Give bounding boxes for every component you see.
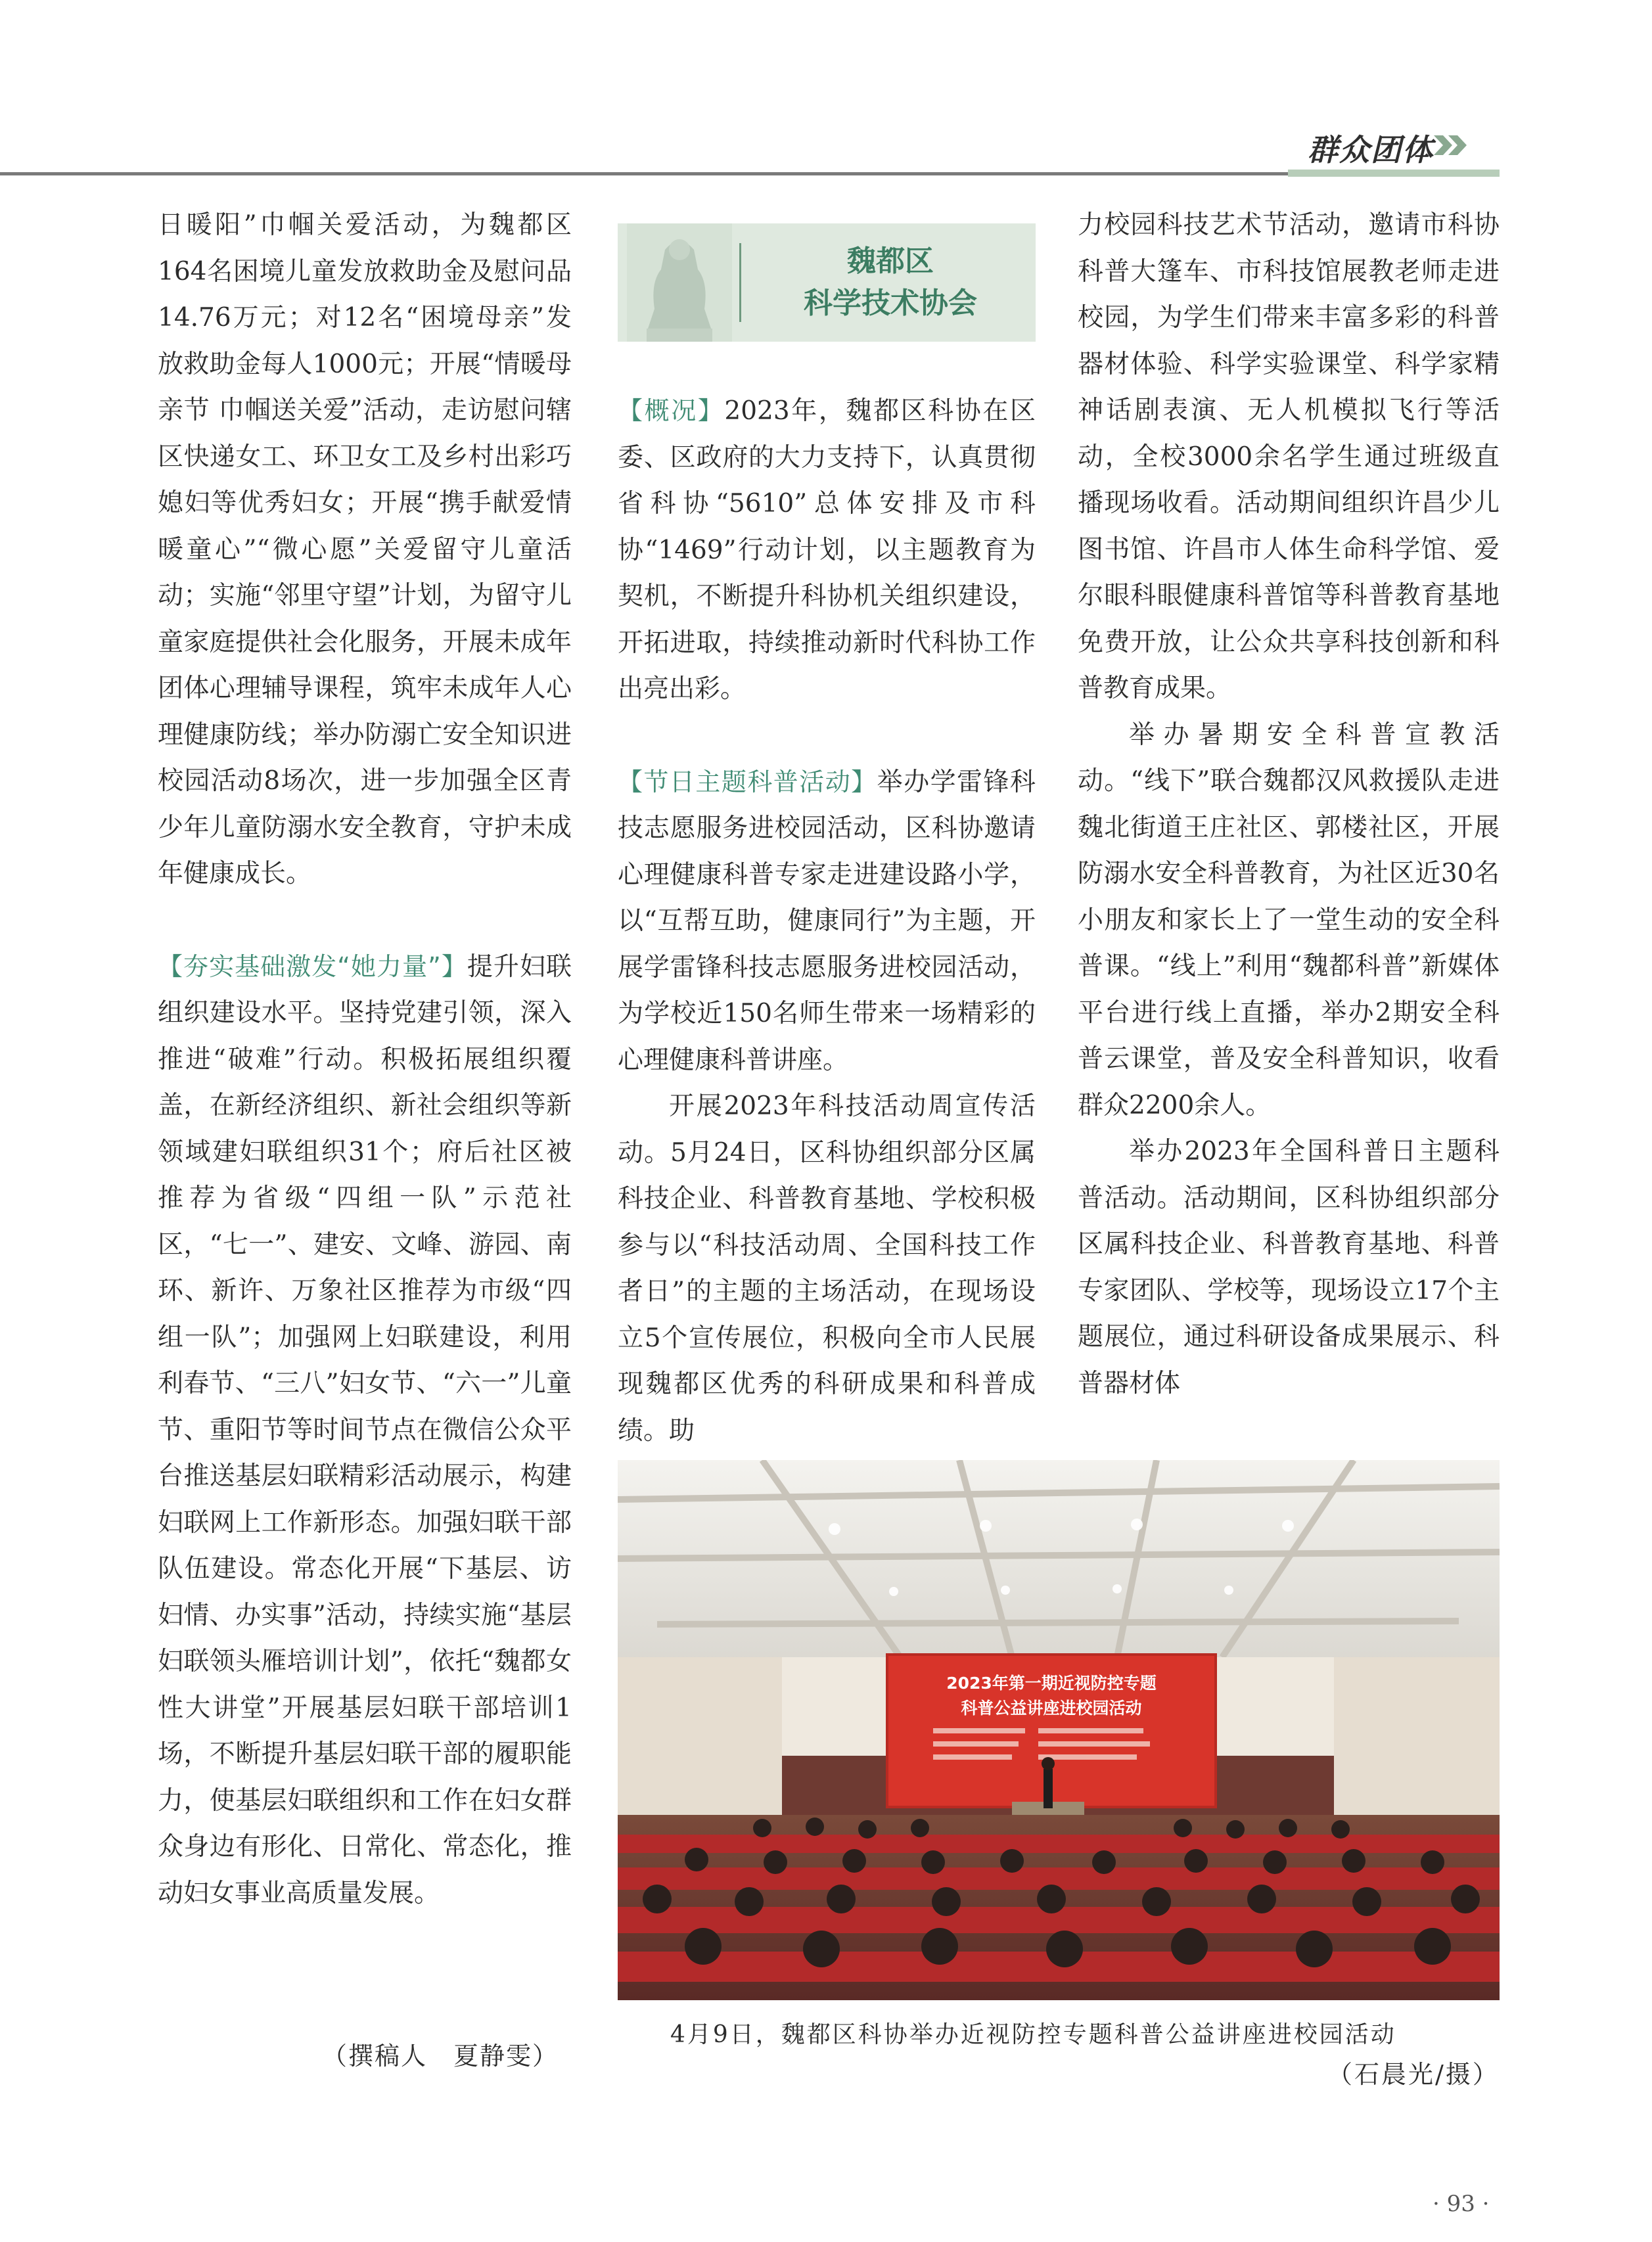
double-chevron-icon bbox=[1433, 135, 1472, 155]
paragraph bbox=[618, 759, 1036, 1084]
paragraph-text: 提升妇联组织建设水平。坚持党建引领，深入推进“破难”行动。积极拓展组织覆盖，在新经济组织、新社会组织等新领域建妇联组织31个；府后社区被推荐为省级“四组一队”示范社区，“七一”、建安、文峰、游园、南环、新许、万象社区推荐为市级“四组一队”；加强网上妇联建设，利用利春节、“三八”妇女节、“六一”儿童节、重阳节等时间节点在微信公众平台推送基层妇联精彩活动展示，构建妇联网上工作新形态。加强妇联干部队伍建设。常态化开展“下基层、访妇情、办实事”活动，持续实施“基层妇联领头雁培训计划”，依托“魏都女性大讲堂”开展基层妇联干部培训1场，不断提升基层妇联干部的履职能力，使基层妇联组织和工作在妇女群众身边有形化、日常化、常态化，推动妇女事业高质量发展。 bbox=[158, 951, 572, 1908]
header-rule-accent bbox=[1288, 170, 1500, 177]
event-photo bbox=[618, 1460, 1500, 2000]
paragraph: 举办2023年全国科普日主题科普活动。活动期间，区科协组织部分区属科技企业、科普教育基地、科普专家团队、学校等，现场设立17个主题展位，通过科研设备成果展示、科普器材体 bbox=[1078, 1137, 1500, 1398]
divider bbox=[739, 243, 741, 322]
paragraph bbox=[158, 944, 572, 1917]
paragraph: 日暖阳”巾帼关爱活动，为魏都区164名困境儿童发放救助金及慰问品14.76万元；对12名“困境母亲”发放救助金每人1000元；开展“情暖母亲节 巾帼送关爱”活动，走访慰问辖区快递女工、环卫女工及乡村出彩巧媳妇等优秀妇女；开展“携手献爱情暖童心”“微心愿”关爱留守儿童活动；实施“邻里守望”计划，为留守儿童家庭提供社会化服务，开展未成年团体心理辅导课程，筑牢未成年人心理健康防线；举办防溺亡安全知识进校园活动8场次，进一步加强全区青少年儿童防溺水安全教育，守护未成年健康成长。 bbox=[158, 210, 572, 888]
paragraph: 开展2023年科技活动周宣传活动。5月24日，区科协组织部分区属科技企业、科普教育基地、学校积极参与以“科技活动周、全国科技工作者日”的主题的主场活动，在现场设立5个宣传展位，积极向全市人民展现魏都区优秀的科研成果和科普成绩。助 bbox=[618, 1091, 1036, 1446]
paragraph: 举办暑期安全科普宣教活动。“线下”联合魏都汉风救援队走进魏北街道王庄社区、郭楼社区，开展防溺水安全科普教育，为社区近30名小朋友和家长上了一堂生动的安全科普课。“线上”利用“魏都科普”新媒体平台进行线上直播，举办2期安全科普云课堂，普及安全科普知识，收看群众2200余人。 bbox=[1078, 720, 1500, 1120]
statue-icon bbox=[627, 223, 732, 342]
photo-caption: 4月9日，魏都区科协举办近视防控专题科普公益讲座进校园活动 bbox=[670, 2021, 1396, 2048]
paragraph-text: 2023年，魏都区科协在区委、区政府的大力支持下，认真贯彻省科协“5610”总体安排及市科协“1469”行动计划，以主题教育为契机，不断提升科协机关组织建设，开拓进取，持续推动新时代科协工作出亮出彩。 bbox=[618, 396, 1036, 704]
screen-title-line1: 2023年第一期近视防控专题 bbox=[946, 1674, 1157, 1693]
paragraph bbox=[618, 388, 1036, 713]
screen-title-line2: 科普公益讲座进校园活动 bbox=[961, 1699, 1142, 1718]
column-middle bbox=[618, 388, 1036, 1454]
page-number: · 93 · bbox=[1433, 2191, 1490, 2217]
column-left bbox=[158, 202, 572, 1917]
author-byline: （撰稿人 夏静雯） bbox=[322, 2042, 559, 2070]
photo-credit: （石晨光/摄） bbox=[1327, 2060, 1500, 2089]
section-title: 群众团体 bbox=[1308, 132, 1434, 168]
section-label: 【夯实基础激发“她力量”】 bbox=[158, 951, 467, 981]
section-label: 【概况】 bbox=[618, 396, 725, 425]
column-right bbox=[1078, 202, 1500, 1407]
paragraph: 力校园科技艺术节活动，邀请市科协科普大篷车、市科技馆展教老师走进校园，为学生们带来丰富多彩的科普器材体验、科学实验课堂、科学家精神话剧表演、无人机模拟飞行等活动，全校3000余名学生通过班级直播现场收看。活动期间组织许昌少儿图书馆、许昌市人体生命科学馆、爱尔眼科眼健康科普馆等科普教育基地免费开放，让公众共享科技创新和科普教育成果。 bbox=[1078, 210, 1500, 703]
org-heading-banner bbox=[618, 223, 1036, 342]
paragraph-text: 举办学雷锋科技志愿服务进校园活动，区科协邀请心理健康科普专家走进建设路小学，以“互帮互助，健康同行”为主题，开展学雷锋科技志愿服务进校园活动，为学校近150名师生带来一场精彩的心理健康科普讲座。 bbox=[618, 767, 1036, 1075]
header-rule bbox=[0, 172, 1500, 175]
section-label: 【节日主题科普活动】 bbox=[618, 767, 877, 796]
org-name: 魏都区 科学技术协会 bbox=[804, 244, 977, 320]
